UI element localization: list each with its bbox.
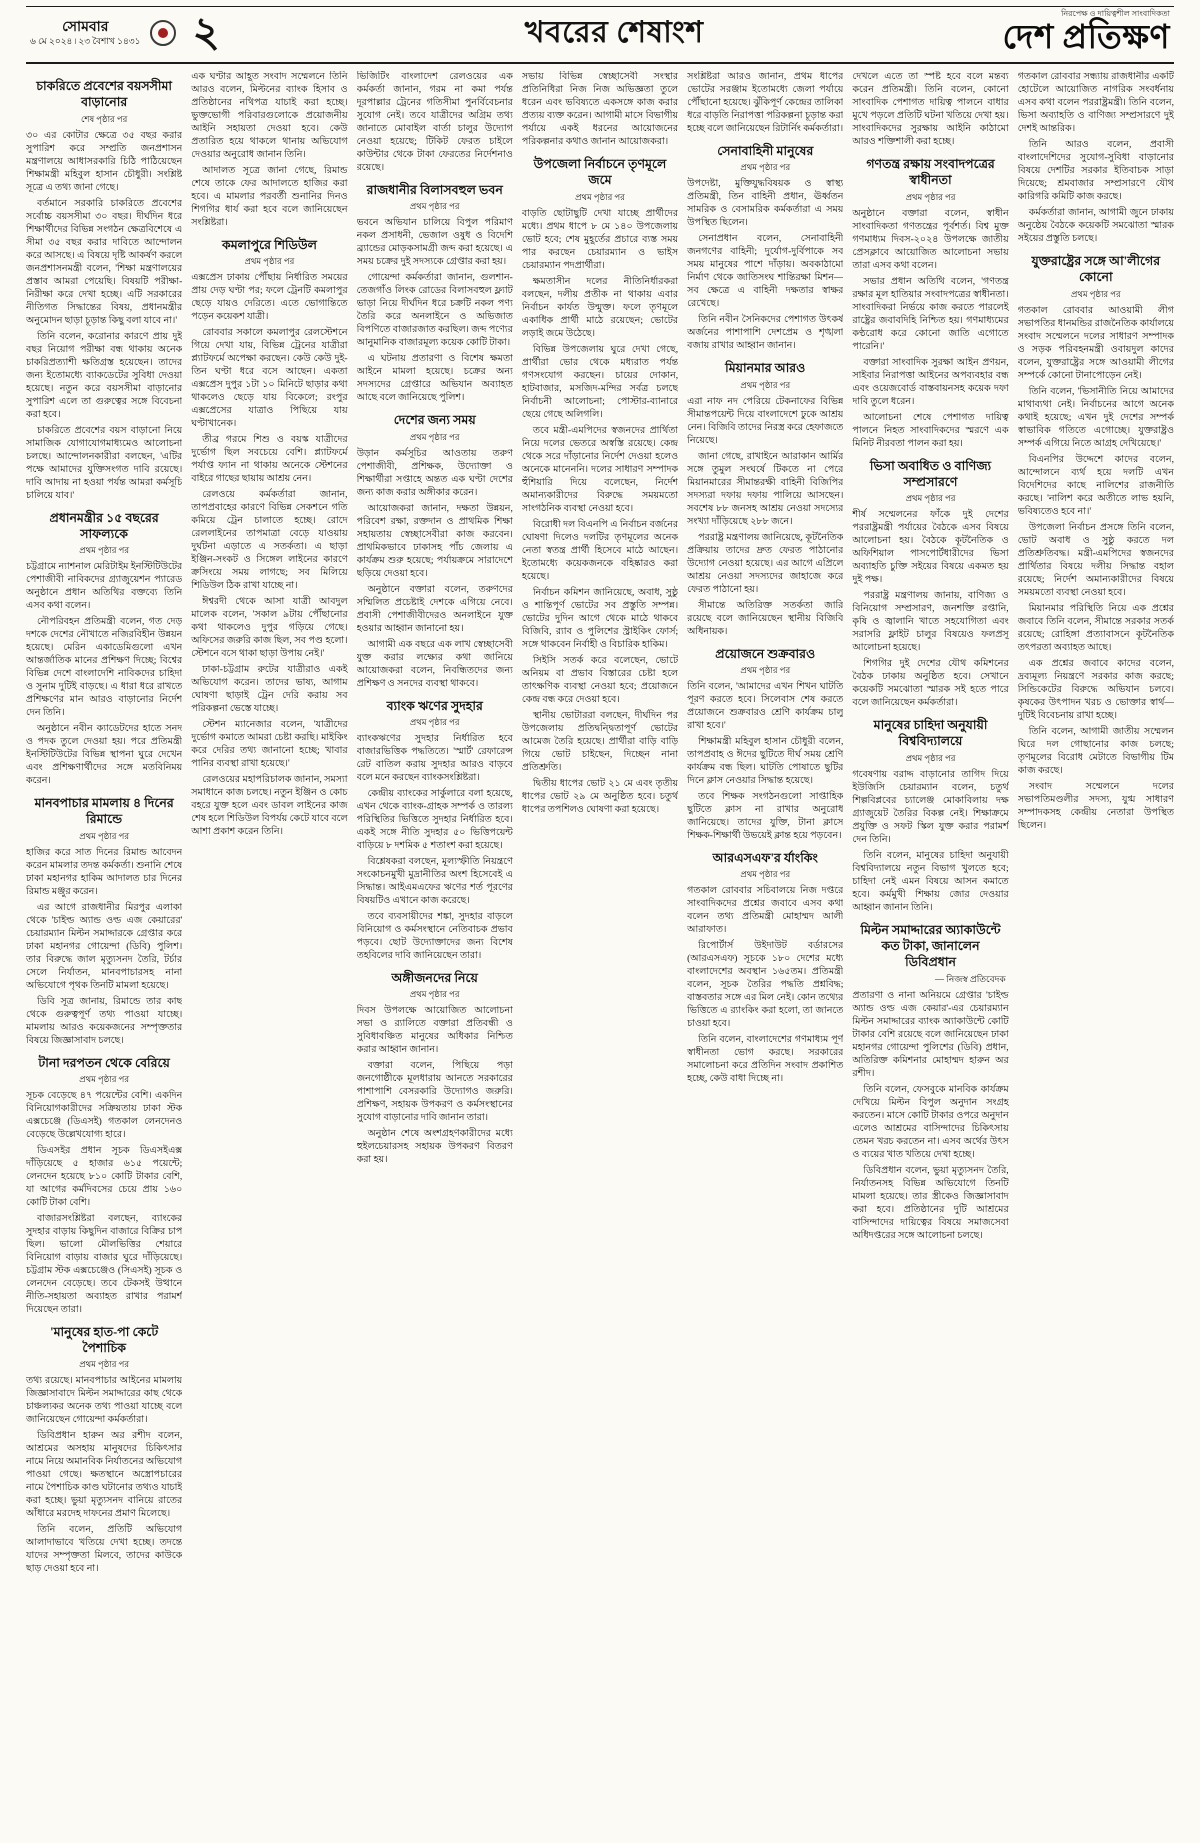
article-headline: চাকরিতে প্রবেশের বয়সসীমা বাড়ানোর: [36, 79, 173, 110]
article-headline: মিয়ানমার আরও: [725, 361, 806, 376]
article: [357, 412, 513, 690]
article-paragraph: বক্তারা বলেন, পিছিয়ে পড়া জনগোষ্ঠীকে মূলধারায় আনতে সরকারের পাশাপাশি বেসরকারি উদ্যোগও জরুরি। প্রশিক্ষণ, সহায়ক উপকরণ ও কর্মসংস্থানের সুযোগ বাড়ানোর দাবি জানান তারা।: [356, 1061, 513, 1123]
article-paragraph: সীমান্তে অতিরিক্ত সতর্কতা জারি রয়েছে বলে জানিয়েছেন স্থানীয় বিজিবি অধিনায়ক।: [687, 600, 844, 637]
continued-from-label: প্রথম পৃষ্ঠার পর: [740, 162, 791, 173]
columns: [26, 71, 1174, 1827]
article-paragraph: আদালত সূত্রে জানা গেছে, রিমান্ড শেষে তাকে ফের আদালতে হাজির করা হবে। এ মামলার পরবর্তী শুনানির দিনও শিগগির ধার্য করা হবে বলে জানিয়েছেন সংশ্লিষ্টরা।: [191, 166, 348, 228]
article-paragraph: গতকাল রোববার আওয়ামী লীগ সভাপতির ধানমন্ডির রাজনৈতিক কার্যালয়ে সংবাদ সম্মেলনে দলের সাধারণ সম্পাদক ও সড়ক পরিবহনমন্ত্রী ওবায়দুল কাদের বলেন, যুক্তরাষ্ট্রের সঙ্গে আওয়ামী লীগের সম্পর্কে কোনো টানাপোড়েন নেই।: [1017, 305, 1174, 381]
article-paragraph: সভার প্রধান অতিথি বলেন, 'গণতন্ত্র রক্ষার মূল হাতিয়ার সংবাদপত্রের স্বাধীনতা। সাংবাদিকরা নির্ভয়ে কাজ করতে পারলেই রাষ্ট্রের জবাবদিহি নিশ্চিত হয়। গণমাধ্যমের কণ্ঠরোধ করে কোনো জাতি এগোতে পারেনি।': [852, 276, 1009, 352]
article-paragraph: তিনি বলেন, 'ভিসানীতি নিয়ে আমাদের মাথাব্যথা নেই। নির্বাচনের আগে অনেক কথাই হয়েছে; এখন দুই দেশের সম্পর্ক স্বাভাবিক গতিতে এগোচ্ছে। যুক্তরাষ্ট্রও সম্পর্ক এগিয়ে নিতে আগ্রহ দেখিয়েছে।': [1017, 386, 1174, 449]
article-continuation: [522, 71, 678, 149]
article-headline: প্রয়োজনে শুক্রবারও: [715, 646, 816, 661]
page-number: ২: [192, 9, 220, 56]
article-paragraph: এক ঘণ্টার আহূত সংবাদ সম্মেলনে তিনি আরও বলেন, মিল্টনের ব্যাংক হিসাব ও প্রতিষ্ঠানের নথিপত্র যাচাই করা হচ্ছে। ভুক্তভোগী পরিবারগুলোকে প্রয়োজনীয় আইনি সহায়তা দেওয়া হবে। কেউ প্রতারিত হয়ে থাকলে থানায় অভিযোগ দেওয়ার অনুরোধ জানান তিনি।: [191, 72, 348, 160]
article: [522, 156, 678, 817]
article-paragraph: আগামী এক বছরে এক লাখ স্বেচ্ছাসেবী যুক্ত করার লক্ষ্যের কথা জানিয়ে আয়োজকরা বলেন, নিবন্ধিতদের জন্য প্রশিক্ষণ ও সনদের ব্যবস্থা থাকবে।: [356, 639, 513, 689]
column-5: [687, 71, 843, 1827]
continued-from-label: শেষ পৃষ্ঠার পর: [80, 113, 128, 124]
article-headline: 'মানুষের হাত-পা কেটে পৈশাচিক: [50, 1324, 159, 1355]
article-paragraph: ডিবিপ্রধান বলেন, ভুয়া মৃত্যুসনদ তৈরি, নির্যাতনসহ বিভিন্ন অভিযোগে তিনটি মামলা হয়েছে। তার স্ত্রীকেও জিজ্ঞাসাবাদ করা হবে। প্রতিষ্ঠানের দুটি আশ্রমের বাসিন্দাদের দায়িত্বের বিষয়ে সমাজসেবা অধিদপ্তরের সঙ্গে আলোচনা চলছে।: [852, 1166, 1009, 1242]
article-continuation: [687, 71, 843, 136]
article-paragraph: গতকাল রোববার সচিবালয়ে নিজ দপ্তরে সাংবাদিকদের প্রশ্নের জবাবে এসব কথা বলেন তথ্য প্রতিমন্ত্রী মোহাম্মদ আলী আরাফাত।: [687, 886, 844, 935]
article-paragraph: সংবাদ সম্মেলনে দলের সভাপতিমণ্ডলীর সদস্য, যুগ্ম সাধারণ সম্পাদকসহ কেন্দ্রীয় নেতারা উপস্থিত ছিলেন।: [1017, 781, 1174, 831]
article-paragraph: শিক্ষামন্ত্রী মহিবুল হাসান চৌধুরী বলেন, তাপপ্রবাহ ও ঈদের ছুটিতে দীর্ঘ সময় শ্রেণি কার্যক্রম বন্ধ ছিল। ঘাটতি পোষাতে ছুটির দিনে ক্লাস নেওয়ার সিদ্ধান্ত হয়েছে।: [687, 736, 844, 786]
article-paragraph: ৩০ এর কোটার ক্ষেত্রে ৩৫ বছর করার সুপারিশ করে সম্প্রতি জনপ্রশাসন মন্ত্রণালয়ে আধাসরকারি চিঠি পাঠিয়েছেন শিক্ষামন্ত্রী মহিবুল হাসান চৌধুরী। সংশ্লিষ্ট সূত্রে এ তথ্য জানা গেছে।: [26, 130, 183, 193]
article-paragraph: তিনি বলেন, প্রতিটি অভিযোগ আলাদাভাবে খতিয়ে দেখা হচ্ছে। তদন্তে যাদের সম্পৃক্ততা মিলবে, তাদের কাউকে ছাড় দেওয়া হবে না।: [26, 1525, 183, 1575]
header-left-group: [30, 9, 226, 56]
article: [1018, 253, 1174, 833]
article: [687, 646, 843, 843]
article-paragraph: এরা নাফ নদ পেরিয়ে টেকনাফের বিভিন্ন সীমান্তপয়েন্ট দিয়ে বাংলাদেশে ঢুকে আশ্রয় নেন। বিজিবি তাদের নিরস্ত্র করে হেফাজতে নিয়েছে।: [687, 396, 844, 446]
article-paragraph: চট্টগ্রামে ন্যাশনাল মেরিটাইম ইনস্টিটিউটের পেশাজীবী নাবিকদের গ্র্যাজুয়েশন প্যারেড অনুষ্ঠানে প্রধান অতিথির বক্তব্যে তিনি এসব কথা বলেন।: [26, 562, 183, 611]
article-paragraph: এ ঘটনায় প্রতারণা ও বিশেষ ক্ষমতা আইনে মামলা হয়েছে। চক্রের অন্য সদস্যদের গ্রেপ্তারে অভিযান অব্যাহত আছে বলে জানিয়েছে পুলিশ।: [356, 354, 513, 404]
article-paragraph: দ্বিতীয় ধাপের ভোট ২১ মে এবং তৃতীয় ধাপের ভোট ২৯ মে অনুষ্ঠিত হবে। চতুর্থ ধাপের তপশিলও ঘোষণা করা হয়েছে।: [521, 778, 679, 815]
continued-from-label: প্রথম পৃষ্ঠার পর: [409, 431, 460, 442]
article-paragraph: সূচক বেড়েছে ৪৭ পয়েন্টের বেশি। একদিন বিনিয়োগকারীদের সক্রিয়তায় ঢাকা স্টক এক্সচেঞ্জে (ডিএসই) গতকাল লেনদেনও বেড়েছে উল্লেখযোগ্য হারে।: [26, 1090, 183, 1140]
article-paragraph: সিইসি সতর্ক করে বলেছেন, ভোটে অনিয়ম বা প্রভাব বিস্তারের চেষ্টা হলে তাৎক্ষণিক ব্যবস্থা নেওয়া হবে; প্রয়োজনে কেন্দ্র বন্ধ করে দেওয়া হবে।: [521, 655, 679, 705]
article: [26, 1055, 182, 1317]
article-paragraph: তবে মন্ত্রী-এমপিদের স্বজনদের প্রার্থিতা নিয়ে দলের ভেতরে অস্বস্তি রয়েছে। কেন্দ্র থেকে সরে দাঁড়ানোর নির্দেশ দেওয়া হলেও অনেকে মানেননি। দলের সাধারণ সম্পাদক হুঁশিয়ারি দিয়ে বলেছেন, নির্দেশ অমান্যকারীদের বিরুদ্ধে সময়মতো সাংগঠনিক ব্যবস্থা নেওয়া হবে।: [521, 425, 679, 514]
article-paragraph: বিভিন্ন উপজেলায় ঘুরে দেখা গেছে, প্রার্থীরা ভোর থেকে মধ্যরাত পর্যন্ত গণসংযোগ করছেন। চায়ের দোকান, হাটবাজার, মসজিদ-মন্দির সর্বত্র চলছে নির্বাচনী আলোচনা; পোস্টার-ব্যানারে ছেয়ে গেছে অলিগলি।: [521, 344, 679, 420]
article-continuation: [191, 71, 347, 230]
header-bar: [26, 6, 1174, 64]
article-paragraph: গবেষণায় বরাদ্দ বাড়ানোর তাগিদ দিয়ে ইউজিসি চেয়ারম্যান বলেন, চতুর্থ শিল্পবিপ্লবের চ্যালেঞ্জ মোকাবিলায় দক্ষ গ্র্যাজুয়েট তৈরির বিকল্প নেই। শিক্ষাক্রমে প্রযুক্তি ও সফট স্কিল যুক্ত করার পরামর্শ দেন তিনি।: [852, 769, 1009, 845]
article-paragraph: ঈশ্বরদী থেকে আসা যাত্রী আবদুল মালেক বলেন, 'সকাল ৯টায় পৌঁছানোর কথা থাকলেও দুপুর গড়িয়ে গেছে। অফিসের জরুরি কাজ ছিল, সব পণ্ড হলো। স্টেশনে বসে থাকা ছাড়া উপায় নেই।': [191, 597, 348, 660]
article-paragraph: গতকাল রোববার সন্ধ্যায় রাজধানীর একটি হোটেলে আয়োজিত নাগরিক সংবর্ধনায় এসব কথা বলেন পররাষ্ট্রমন্ত্রী। তিনি বলেন, ভিসা অব্যাহতি ও বাণিজ্য সম্প্রসারণে দুই দেশই আন্তরিক।: [1017, 72, 1174, 134]
article-continuation: [852, 71, 1008, 149]
continued-from-label: প্রথম পৃষ্ঠার পর: [1070, 288, 1121, 299]
continued-from-label: প্রথম পৃষ্ঠার পর: [740, 664, 791, 675]
article-paragraph: বিশ্লেষকরা বলছেন, মূল্যস্ফীতি নিয়ন্ত্রণে সংকোচনমুখী মুদ্রানীতির অংশ হিসেবেই এ সিদ্ধান্ত। আইএমএফের ঋণের শর্ত পূরণের বিষয়টিও এখানে কাজ করেছে।: [356, 856, 513, 906]
article-paragraph: চাকরিতে প্রবেশের বয়স বাড়ানো নিয়ে সামাজিক যোগাযোগমাধ্যমেও আলোচনা চলছে। আন্দোলনকারীরা বলছেন, 'এটির পক্ষে আমাদের যুক্তিসংগত দাবি রয়েছে। দাবি আদায় না হওয়া পর্যন্ত আমরা কর্মসূচি চালিয়ে যাব।': [26, 425, 183, 501]
article-paragraph: ভবনে অভিযান চালিয়ে বিপুল পরিমাণ নকল প্রসাধনী, ভেজাল ওষুধ ও বিদেশি ব্র্যান্ডের মোড়কসামগ্রী জব্দ করা হয়েছে। এ সময় চক্রের দুই সদস্যকে গ্রেপ্তার করা হয়।: [356, 218, 513, 268]
article-paragraph: কেন্দ্রীয় ব্যাংকের সার্কুলারে বলা হয়েছে, এখন থেকে ব্যাংক-গ্রাহক সম্পর্ক ও তারল্য পরিস্থিতির ভিত্তিতে সুদহার নির্ধারিত হবে। একই সঙ্গে নীতি সুদহার ৫০ ভিত্তিপয়েন্ট বাড়িয়ে ৮ দশমিক ৫ শতাংশ করা হয়েছে।: [356, 788, 513, 851]
article-paragraph: প্রতারণা ও নানা অনিয়মে গ্রেপ্তার 'চাইল্ড অ্যান্ড ওল্ড এজ কেয়ার'-এর চেয়ারম্যান মিল্টন সমাদ্দারের ব্যাংক অ্যাকাউন্টে কোটি টাকার বেশি রয়েছে বলে জানিয়েছেন ঢাকা মহানগর গোয়েন্দা পুলিশের (ডিবি) প্রধান, অতিরিক্ত কমিশনার মোহাম্মদ হারুন অর রশীদ।: [852, 991, 1009, 1080]
article-paragraph: তিনি বলেন, করোনার কারণে প্রায় দুই বছর নিয়োগ পরীক্ষা বন্ধ থাকায় অনেক চাকরিপ্রত্যাশী ক্ষতিগ্রস্ত হয়েছেন। তাদের জন্য ইতোমধ্যে ব্যাকডেটের সুবিধা দেওয়া হয়েছে। নতুন করে বয়সসীমা বাড়ানোর সুপারিশ এলে তা গুরুত্বের সঙ্গে বিবেচনা করা হবে।: [26, 331, 183, 420]
article: [26, 795, 182, 1048]
article-paragraph: হাজির করে সাত দিনের রিমান্ড আবেদন করেন মামলার তদন্ত কর্মকর্তা। শুনানি শেষে ঢাকা মহানগর হাকিম আদালত চার দিনের রিমান্ড মঞ্জুর করেন।: [26, 847, 183, 897]
article-headline: ব্যাংক ঋণের সুদহার: [386, 698, 483, 713]
article-paragraph: রিপোর্টার্স উইদাউট বর্ডারসের (আরএসএফ) সূচকে ১৮০ দেশের মধ্যে বাংলাদেশের অবস্থান ১৬৫তম। প্রতিমন্ত্রী বলেন, সূচক তৈরির পদ্ধতি প্রশ্নবিদ্ধ; বাস্তবতার সঙ্গে এর মিল নেই। কোন তথ্যের ভিত্তিতে এ র‍্যাংকিং করা হলো, তা জানতে চাওয়া হবে।: [687, 941, 844, 1029]
article-headline: মানবপাচার মামলায় ৪ দিনের রিমান্ডে: [34, 796, 174, 827]
article-paragraph: তিনি বলেন, মানুষের চাহিদা অনুযায়ী বিশ্ববিদ্যালয়ে নতুন বিভাগ খুলতে হবে; চাহিদা নেই এমন বিষয়ে আসন কমাতে হবে। কর্মমুখী শিক্ষায় জোর দেওয়ার আহ্বান জানান তিনি।: [852, 850, 1009, 913]
article-paragraph: রোববার সকালে কমলাপুর রেলস্টেশনে গিয়ে দেখা যায়, বিভিন্ন ট্রেনের যাত্রীরা প্ল্যাটফর্মে অপেক্ষা করছেন। কেউ কেউ দুই-তিন ঘণ্টা ধরে বসে আছেন। একতা এক্সপ্রেস দুপুর ১টা ১০ মিনিটে ছাড়ার কথা থাকলেও ছেড়ে যায় বিকেলে; রংপুর এক্সপ্রেসের যাত্রাও পিছিয়ে যায় ঘণ্টাখানেক।: [191, 328, 348, 430]
article-paragraph: উপজেলা নির্বাচন প্রসঙ্গে তিনি বলেন, ভোট অবাধ ও সুষ্ঠু করতে দল প্রতিশ্রুতিবদ্ধ। মন্ত্রী-এমপিদের স্বজনদের প্রার্থিতার বিষয়ে দলীয় সিদ্ধান্ত বহাল রয়েছে; নির্দেশ অমান্যকারীদের বিষয়ে সময়মতো ব্যবস্থা নেওয়া হবে।: [1017, 522, 1174, 598]
paper-emblem-icon: [150, 20, 176, 46]
article: [687, 143, 843, 353]
article-paragraph: আলোচনা শেষে পেশাগত দায়িত্ব পালনে নিহত সাংবাদিকদের স্মরণে এক মিনিট নীরবতা পালন করা হয়।: [852, 412, 1009, 449]
article-paragraph: তবে শিক্ষক সংগঠনগুলো সাপ্তাহিক ছুটিতে ক্লাস না রাখার অনুরোধ জানিয়েছে। তাদের যুক্তি, টানা ক্লাসে শিক্ষক-শিক্ষার্থী উভয়েই ক্লান্ত হয়ে পড়বেন।: [687, 791, 844, 841]
article-paragraph: তিনি নবীন সৈনিকদের পেশাগত উৎকর্ষ অর্জনের পাশাপাশি দেশপ্রেম ও শৃঙ্খলা বজায় রাখার আহ্বান জানান।: [687, 315, 844, 352]
article-paragraph: ক্ষমতাসীন দলের নীতিনির্ধারকরা বলছেন, দলীয় প্রতীক না থাকায় এবার নির্বাচন কার্যত উন্মুক্ত। ফলে তৃণমূলে একাধিক প্রার্থী মাঠে রয়েছেন; ভোটের লড়াই জমে উঠেছে।: [521, 276, 679, 339]
article-headline: ভিসা অবাধিত ও বাণিজ্য সম্প্রসারণে: [869, 458, 992, 489]
article: [852, 156, 1008, 451]
article-paragraph: বিরোধী দল বিএনপি এ নির্বাচন বর্জনের ঘোষণা দিলেও দলটির তৃণমূলের অনেক নেতা স্বতন্ত্র প্রার্থী হিসেবে মাঠে আছেন। ইতোমধ্যে কয়েকজনকে বহিষ্কারও করা হয়েছে।: [521, 519, 679, 582]
article-paragraph: অনুষ্ঠানে বক্তারা বলেন, তরুণদের সম্মিলিত প্রচেষ্টাই দেশকে এগিয়ে নেবে। প্রবাসী পেশাজীবীদেরও অনলাইনে যুক্ত হওয়ার আহ্বান জানানো হয়।: [356, 584, 513, 634]
article-paragraph: ভিজিটিং বাংলাদেশ রেলওয়ের এক কর্মকর্তা জানান, গরম না কমা পর্যন্ত দূরপাল্লার ট্রেনের গতিসীমা পুনর্বিবেচনার সুযোগ নেই। তবে যাত্রীদের অগ্রিম তথ্য জানাতে মোবাইল বার্তা চালুর উদ্যোগ নেওয়া হয়েছে; টিকিট ফেরত চাইলে কাউন্টার থেকে টাকা ফেরতের নির্দেশনাও রয়েছে।: [356, 72, 513, 173]
column-2: [191, 71, 347, 1827]
section-title: খবরের শেষাংশ: [524, 16, 704, 49]
article-paragraph: তিনি বলেন, ফেসবুকে মানবিক কার্যক্রম দেখিয়ে মিল্টন বিপুল অনুদান সংগ্রহ করতেন। মাসে কোটি টাকার ওপরে অনুদান এলেও আশ্রমের বাসিন্দাদের চিকিৎসায় তেমন খরচ করতেন না। এসব অর্থের উৎস ও ব্যয়ের খাত খতিয়ে দেখা হচ্ছে।: [852, 1085, 1009, 1161]
article-paragraph: তথ্য রয়েছে। মানবপাচার আইনের মামলায় জিজ্ঞাসাবাদে মিল্টন সমাদ্দারের কাছ থেকে চাঞ্চল্যকর অনেক তথ্য পাওয়া যাচ্ছে বলে জানিয়েছেন গোয়েন্দা কর্মকর্তারা।: [26, 1376, 183, 1426]
article-headline: যুক্তরাষ্ট্রের সঙ্গে আ'লীগের কোনো: [1031, 254, 1161, 285]
date-block: [30, 20, 140, 46]
date-line: ৬ মে ২০২৪ ৷ ২৩ বৈশাখ ১৪৩১: [30, 36, 141, 47]
article-paragraph: শীর্ষ সম্মেলনের ফাঁকে দুই দেশের পররাষ্ট্রমন্ত্রী পর্যায়ের বৈঠকে এসব বিষয়ে আলোচনা হয়। বৈঠকে কূটনৈতিক ও অফিশিয়াল পাসপোর্টধারীদের ভিসা অব্যাহতি চুক্তি সইয়ের বিষয়ে একমত হয় দুই পক্ষ।: [852, 510, 1009, 585]
article-paragraph: জানা গেছে, রাখাইনে আরাকান আর্মির সঙ্গে তুমুল সংঘর্ষে টিকতে না পেরে মিয়ানমারের সীমান্তরক্ষী বাহিনী বিজিপির সদস্যরা দফায় দফায় পালিয়ে আসছেন। সবশেষ ৮৮ জনসহ আশ্রয় নেওয়া সদস্যের সংখ্যা দাঁড়িয়েছে ২৮৮ জনে।: [687, 451, 844, 527]
article-paragraph: তিনি বলেন, আগামী জাতীয় সম্মেলন ঘিরে দল গোছানোর কাজ চলছে; তৃণমূলের বিরোধ মেটাতে বিভাগীয় টিম কাজ করছে।: [1017, 726, 1174, 776]
article-paragraph: ডিবিপ্রধান হারুন অর রশীদ বলেন, আশ্রমের অসহায় মানুষদের চিকিৎসার নামে নিয়ে অমানবিক নির্যাতনের অভিযোগ পাওয়া গেছে। ক্ষতস্থানে অস্ত্রোপচারের নামে পৈশাচিক কাণ্ড ঘটানোর তথ্যও যাচাই করা হচ্ছে। ভুয়া মৃত্যুসনদ বানিয়ে রাতের আঁধারে মরদেহ দাফনের প্রমাণ মিলেছে।: [26, 1431, 183, 1520]
article-paragraph: নৌপরিবহন প্রতিমন্ত্রী বলেন, গত দেড় দশকে দেশের নৌখাতে নজিরবিহীন উন্নয়ন হয়েছে। মেরিন একাডেমিগুলো এখন আন্তর্জাতিক মানের প্রশিক্ষণ দিচ্ছে; বিশ্বের বিভিন্ন দেশে বাংলাদেশি নাবিকদের চাহিদা ও সুনাম দুটিই বাড়ছে। এ ধারা ধরে রাখতে প্রশিক্ষণের মান আরও বাড়ানোর নির্দেশ দেন তিনি।: [26, 617, 183, 718]
continued-from-label: প্রথম পৃষ্ঠার পর: [905, 191, 956, 202]
masthead-tagline: নিরপেক্ষ ও দায়িত্বশীল সাংবাদিকতা: [1061, 9, 1170, 19]
article-paragraph: বিএনপির উদ্দেশে কাদের বলেন, আন্দোলনে ব্যর্থ হয়ে দলটি এখন বিদেশিদের কাছে নালিশের রাজনীতি করছে। 'নালিশ করে অতীতে লাভ হয়নি, ভবিষ্যতেও হবে না।': [1017, 454, 1174, 517]
column-1: [26, 71, 182, 1827]
article-paragraph: তিনি বলেন, বাংলাদেশের গণমাধ্যম পূর্ণ স্বাধীনতা ভোগ করছে। সরকারের সমালোচনা করে প্রতিদিন সংবাদ প্রকাশিত হচ্ছে, কেউ বাধা দিচ্ছে না।: [687, 1035, 844, 1084]
article-paragraph: বর্তমানে সরকারি চাকরিতে প্রবেশের সর্বোচ্চ বয়সসীমা ৩০ বছর। দীর্ঘদিন ধরে শিক্ষার্থীদের বিভিন্ন সংগঠন ক্ষেত্রবিশেষে এ সীমা ৩৫ বছর করার দাবিতে আন্দোলন করে আসছে। এ বিষয়ে দৃষ্টি আকর্ষণ করলে জনপ্রশাসনমন্ত্রী বলেন, 'শিক্ষা মন্ত্রণালয়ের প্রস্তাব আমরা পেয়েছি। বিষয়টি পরীক্ষা-নিরীক্ষা করে দেখা হচ্ছে। এটি সরকারের নীতিগত সিদ্ধান্তের বিষয়, প্রধানমন্ত্রীর অনুমোদন ছাড়া চূড়ান্ত কিছু বলা যাবে না।': [26, 198, 183, 326]
continued-from-label: প্রথম পৃষ্ঠার পর: [740, 869, 791, 879]
continued-from-label: প্রথম পৃষ্ঠার পর: [905, 493, 956, 503]
article-paragraph: রেলওয়ে কর্মকর্তারা জানান, তাপপ্রবাহের কারণে বিভিন্ন সেকশনে গতি কমিয়ে ট্রেন চালাতে হচ্ছে। রোদে রেললাইনের তাপমাত্রা বেড়ে যাওয়ায় দুর্ঘটনা এড়াতে এ সতর্কতা। এ ছাড়া ইঞ্জিন-সংকট ও সিঙ্গেল লাইনের কারণে ক্রসিংয়ে সময় লাগছে; সব মিলিয়ে শিডিউল ঠিক রাখা যাচ্ছে না।: [191, 490, 348, 592]
article-paragraph: পররাষ্ট্র মন্ত্রণালয় জানায়, বাণিজ্য ও বিনিয়োগ সম্প্রসারণ, জনশক্তি রপ্তানি, কৃষি ও জ্বালানি খাতে সহযোগিতা এবং সরাসরি ফ্লাইট চালুর বিষয়েও ফলপ্রসূ আলোচনা হয়েছে।: [852, 591, 1009, 653]
masthead-block: [1002, 10, 1170, 56]
column-4: [522, 71, 678, 1827]
masthead: দেশ প্রতিক্ষণ: [1002, 20, 1170, 57]
article: [852, 717, 1008, 915]
article-paragraph: এক্সপ্রেস ঢাকায় পৌঁছায় নির্ধারিত সময়ের প্রায় দেড় ঘণ্টা পর; ফলে ট্রেনটি কমলাপুর ছেড়ে যায়ও দেরিতে। এতে ভোগান্তিতে পড়েন কয়েকশ যাত্রী।: [191, 273, 348, 323]
article-paragraph: ঢাকা-চট্টগ্রাম রুটের যাত্রীরাও একই অভিযোগ করেন। তাদের ভাষ্য, আগাম ঘোষণা ছাড়াই ট্রেন দেরি করায় সব পরিকল্পনা ভেস্তে যাচ্ছে।: [191, 665, 348, 715]
article-paragraph: এর আগে রাজধানীর মিরপুর এলাকা থেকে 'চাইল্ড অ্যান্ড ওল্ড এজ কেয়ারের' চেয়ারম্যান মিল্টন সমাদ্দারকে গ্রেপ্তার করে ঢাকা মহানগর গোয়েন্দা (ডিবি) পুলিশ। তার বিরুদ্ধে জাল মৃত্যুসনদ তৈরি, টর্চার সেলে নির্যাতন, মানবপাচারসহ নানা অভিযোগে পৃথক তিনটি মামলা হয়েছে।: [26, 902, 183, 991]
article: [26, 1324, 182, 1577]
article-paragraph: বাড়তি ছোটাছুটি দেখা যাচ্ছে প্রার্থীদের মধ্যে। প্রথম ধাপে ৮ মে ১৪০ উপজেলায় ভোট হবে; শেষ মুহূর্তের প্রচারে ব্যস্ত সময় পার করছেন চেয়ারম্যান ও ভাইস চেয়ারম্যান পদপ্রার্থীরা।: [521, 208, 679, 271]
article-paragraph: আয়োজকরা জানান, দক্ষতা উন্নয়ন, পরিবেশ রক্ষা, রক্তদান ও প্রাথমিক শিক্ষা সহায়তায় স্বেচ্ছাসেবীরা কাজ করবেন। প্রাথমিকভাবে ঢাকাসহ পাঁচ জেলায় এ কার্যক্রম শুরু হয়েছে; পর্যায়ক্রমে সারাদেশে ছড়িয়ে দেওয়া হবে।: [356, 503, 513, 579]
article-paragraph: নির্বাচন কমিশন জানিয়েছে, অবাধ, সুষ্ঠু ও শান্তিপূর্ণ ভোটের সব প্রস্তুতি সম্পন্ন। ভোটের দুদিন আগে থেকে মাঠে থাকবে বিজিবি, র‍্যাব ও পুলিশের স্ট্রাইকিং ফোর্স; সঙ্গে থাকবেন নির্বাহী ও বিচারিক হাকিম।: [521, 587, 679, 650]
article-paragraph: স্থানীয় ভোটাররা বলছেন, দীর্ঘদিন পর উপজেলায় প্রতিদ্বন্দ্বিতাপূর্ণ ভোটের আমেজ তৈরি হয়েছে। প্রার্থীরা বাড়ি বাড়ি গিয়ে ভোট চাইছেন, দিচ্ছেন নানা প্রতিশ্রুতি।: [521, 710, 679, 773]
article: [26, 510, 182, 789]
article-headline: দেশের জন্য সময়: [393, 413, 476, 428]
continued-from-label: প্রথম পৃষ্ঠার পর: [79, 1359, 129, 1370]
article-byline: — নিজস্ব প্রতিবেদক: [935, 974, 1006, 985]
article-paragraph: অনুষ্ঠান শেষে অংশগ্রহণকারীদের মধ্যে হুইলচেয়ারসহ সহায়ক উপকরণ বিতরণ করা হয়।: [356, 1129, 513, 1165]
article-continuation: [357, 71, 513, 175]
weekday: সোমবার: [62, 20, 109, 36]
column-6: [852, 71, 1008, 1827]
continued-from-label: প্রথম পৃষ্ঠার পর: [79, 830, 129, 841]
article-paragraph: এক প্রশ্নের জবাবে কাদের বলেন, দ্রব্যমূল্য নিয়ন্ত্রণে সরকার কাজ করছে; সিন্ডিকেটের বিরুদ্ধে অভিযান চলবে। কৃষকের উৎপাদন খরচ ও ভোক্তার স্বার্থ—দুটিই বিবেচনায় রাখা হচ্ছে।: [1017, 658, 1174, 721]
article-paragraph: রেলওয়ের মহাপরিচালক জানান, সমস্যা সমাধানে কাজ চলছে। নতুন ইঞ্জিন ও কোচ বহরে যুক্ত হলে এবং ডাবল লাইনের কাজ শেষ হলে শিডিউল বিপর্যয় কেটে যাবে বলে আশা প্রকাশ করেন তিনি।: [191, 775, 348, 838]
article-headline: টানা দরপতন থেকে বেরিয়ে: [38, 1055, 170, 1070]
article-headline: মানুষের চাহিদা অনুযায়ী বিশ্ববিদ্যালয়ে: [873, 718, 988, 749]
continued-from-label: প্রথম পৃষ্ঠার পর: [79, 1073, 129, 1084]
article-paragraph: দেখলে এতে তা স্পষ্ট হবে বলে মন্তব্য করেন প্রতিমন্ত্রী। তিনি বলেন, কোনো সাংবাদিক পেশাগত দায়িত্ব পালনে বাধার মুখে পড়লে প্রতিটি ঘটনা খতিয়ে দেখা হয়। সাংবাদিকদের সুরক্ষায় আইনি কাঠামো আরও শক্তিশালী করা হচ্ছে।: [852, 72, 1009, 147]
article-paragraph: তিনি আরও বলেন, প্রবাসী বাংলাদেশিদের সুযোগ-সুবিধা বাড়ানোর বিষয়ে দেশটির সরকার ইতিবাচক সাড়া দিয়েছে; শ্রমবাজার সম্প্রসারণে যৌথ কারিগরি কমিটি কাজ করছে।: [1017, 140, 1174, 202]
article: [357, 182, 513, 405]
continued-from-label: প্রথম পৃষ্ঠার পর: [409, 989, 460, 999]
article-paragraph: দিবস উপলক্ষে আয়োজিত আলোচনা সভা ও র‍্যালিতে বক্তারা প্রতিবন্ধী ও সুবিধাবঞ্চিত মানুষের অধিকার নিশ্চিত করার আহ্বান জানান।: [356, 1006, 513, 1055]
article-paragraph: ব্যাংকঋণের সুদহার নির্ধারিত হবে বাজারভিত্তিক পদ্ধতিতে। 'স্মার্ট' রেফারেন্স রেট বাতিল করায় সুদহার আরও বাড়বে বলে মনে করছেন ব্যাংকসংশ্লিষ্টরা।: [356, 733, 513, 783]
article-headline: কমলাপুরে শিডিউল: [221, 238, 317, 252]
article: [852, 922, 1008, 1244]
article-headline: আরএসএফ'র র্যাংকিং: [712, 850, 818, 865]
article-paragraph: অনুষ্ঠানে নবীন ক্যাডেটদের হাতে সনদ ও পদক তুলে দেওয়া হয়। পরে প্রতিমন্ত্রী ইনস্টিটিউটের বিভিন্ন স্থাপনা ঘুরে দেখেন এবং প্রশিক্ষণার্থীদের সঙ্গে মতবিনিময় করেন।: [26, 724, 183, 786]
article-headline: মিল্টন সমাদ্দারের অ্যাকাউন্টে কত টাকা, জানালেন ডিবিপ্রধান: [860, 922, 1001, 969]
article-paragraph: শিগগির দুই দেশের যৌথ কমিশনের বৈঠক ঢাকায় অনুষ্ঠিত হবে। সেখানে কয়েকটি সমঝোতা স্মারক সই হতে পারে বলে জানিয়েছেন কর্মকর্তারা।: [852, 659, 1009, 708]
article-paragraph: পররাষ্ট্র মন্ত্রণালয় জানিয়েছে, কূটনৈতিক প্রক্রিয়ায় তাদের দ্রুত ফেরত পাঠানোর উদ্যোগ নেওয়া হয়েছে। এর আগে এপ্রিলে আশ্রয় নেওয়া সদস্যদের জাহাজে করে ফেরত পাঠানো হয়।: [687, 532, 844, 595]
article-paragraph: মিয়ানমার পরিস্থিতি নিয়ে এক প্রশ্নের জবাবে তিনি বলেন, সীমান্তে সরকার সতর্ক রয়েছে; রোহিঙ্গা প্রত্যাবাসনে কূটনৈতিক তৎপরতা অব্যাহত আছে।: [1017, 603, 1174, 653]
article-paragraph: গোয়েন্দা কর্মকর্তারা জানান, গুলশান-তেজগাঁও লিংক রোডের বিলাসবহুল ফ্ল্যাট ভাড়া নিয়ে দীর্ঘদিন ধরে চক্রটি নকল পণ্য তৈরি করে অনলাইনে ও অভিজাত বিপণিতে বাজারজাত করছিল। জব্দ পণ্যের আনুমানিক বাজারমূল্য কয়েক কোটি টাকা।: [356, 273, 513, 349]
article-paragraph: স্টেশন ম্যানেজার বলেন, 'যাত্রীদের দুর্ভোগ কমাতে আমরা চেষ্টা করছি। মাইকিং করে দেরির তথ্য জানানো হচ্ছে; খাবার পানির ব্যবস্থা রাখা হয়েছে।': [191, 720, 348, 770]
article: [357, 970, 513, 1167]
article-headline: উপজেলা নির্বাচনে তৃণমূলে জমে: [533, 157, 667, 188]
article-paragraph: ডিএসইর প্রধান সূচক ডিএসইএক্স দাঁড়িয়েছে ৫ হাজার ৬১৫ পয়েন্টে; লেনদেন হয়েছে ৮১০ কোটি টাকার বেশি, যা আগের কর্মদিবসের চেয়ে প্রায় ১৬০ কোটি টাকা বেশি।: [26, 1145, 183, 1208]
article-continuation: [1018, 71, 1174, 246]
continued-from-label: প্রথম পৃষ্ঠার পর: [79, 545, 129, 555]
article: [687, 850, 843, 1086]
article: [191, 237, 347, 839]
article: [852, 458, 1008, 711]
column-7: [1018, 71, 1174, 1827]
article-paragraph: বাজারসংশ্লিষ্টরা বলছেন, ব্যাংকের সুদহার বাড়ায় কিছুদিন বাজারে বিক্রির চাপ ছিল। ভালো মৌলভিত্তির শেয়ারে বিনিয়োগ বাড়ায় বাজার ঘুরে দাঁড়িয়েছে। চট্টগ্রাম স্টক এক্সচেঞ্জেও (সিএসই) সূচক ও লেনদেন বেড়েছে। তবে টেকসই উত্থানে নীতি-সহায়তা অব্যাহত রাখার পরামর্শ দিয়েছেন তারা।: [26, 1213, 183, 1315]
article: [26, 78, 182, 503]
article-headline: রাজধানীর বিলাসবহুল ভবন: [366, 183, 503, 197]
article-paragraph: অনুষ্ঠানে বক্তারা বলেন, স্বাধীন সাংবাদিকতা গণতন্ত্রের পূর্বশর্ত। বিশ্ব মুক্ত গণমাধ্যম দিবস-২০২৪ উপলক্ষে জাতীয় প্রেসক্লাবে আয়োজিত আলোচনা সভায় তারা এসব কথা বলেন।: [852, 208, 1009, 271]
column-3: [357, 71, 513, 1827]
article-headline: গণতন্ত্র রক্ষায় সংবাদপত্রের স্বাধীনতা: [866, 157, 995, 188]
article: [687, 360, 843, 638]
continued-from-label: প্রথম পৃষ্ঠার পর: [409, 201, 460, 212]
continued-from-label: প্রথম পৃষ্ঠার পর: [740, 379, 791, 390]
article-paragraph: তবে ব্যবসায়ীদের শঙ্কা, সুদহার বাড়লে বিনিয়োগ ও কর্মসংস্থানে নেতিবাচক প্রভাব পড়বে। ছোট উদ্যোক্তাদের জন্য বিশেষ তহবিলের দাবি জানিয়েছেন তারা।: [356, 911, 513, 961]
article-paragraph: সভায় বিভিন্ন স্বেচ্ছাসেবী সংস্থার প্রতিনিধিরা নিজ নিজ অভিজ্ঞতা তুলে ধরেন এবং ভবিষ্যতে একসঙ্গে কাজ করার প্রত্যয় ব্যক্ত করেন। আগামী মাসে বিভাগীয় পর্যায়ে একই ধরনের আয়োজনের পরিকল্পনার কথাও জানান আয়োজকরা।: [521, 72, 679, 147]
article-paragraph: তীব্র গরমে শিশু ও বয়স্ক যাত্রীদের দুর্ভোগ ছিল সবচেয়ে বেশি। প্ল্যাটফর্মে পর্যাপ্ত ফ্যান না থাকায় অনেকে স্টেশনের বাইরে গাছের ছায়ায় আশ্রয় নেন।: [191, 435, 348, 485]
article-paragraph: উড়ান কর্মসূচির আওতায় তরুণ পেশাজীবী, প্রশিক্ষক, উদ্যোক্তা ও শিক্ষার্থীরা সপ্তাহে অন্তত এক ঘণ্টা দেশের জন্য কাজ করার অঙ্গীকার করেন।: [356, 448, 513, 498]
article-headline: প্রধানমন্ত্রীর ১৫ বছরের সাফল্যকে: [49, 510, 159, 541]
article-paragraph: বক্তারা সাংবাদিক সুরক্ষা আইন প্রণয়ন, সাইবার নিরাপত্তা আইনের অপব্যবহার বন্ধ এবং ওয়েজবোর্ড বাস্তবায়নসহ কয়েক দফা দাবি তুলে ধরেন।: [852, 357, 1009, 407]
article-headline: সেনাবাহিনী মানুষের: [717, 144, 814, 158]
article: [357, 698, 513, 963]
article-paragraph: ডিবি সূত্র জানায়, রিমান্ডে তার কাছ থেকে গুরুত্বপূর্ণ তথ্য পাওয়া যাচ্ছে। মামলায় আরও কয়েকজনের সম্পৃক্ততার বিষয়ে জিজ্ঞাসাবাদ চলছে।: [26, 996, 183, 1046]
continued-from-label: প্রথম পৃষ্ঠার পর: [905, 752, 956, 763]
continued-from-label: প্রথম পৃষ্ঠার পর: [244, 256, 295, 267]
article-headline: অঙ্গীজনদের নিয়ে: [391, 970, 478, 985]
continued-from-label: প্রথম পৃষ্ঠার পর: [409, 716, 460, 727]
article-paragraph: সংশ্লিষ্টরা আরও জানান, প্রথম ধাপের ভোটের সরঞ্জাম ইতোমধ্যে জেলা পর্যায়ে পৌঁছানো হয়েছে। ঝুঁকিপূর্ণ কেন্দ্রের তালিকা ধরে বাড়তি নিরাপত্তা পরিকল্পনা চূড়ান্ত করা হচ্ছে বলে জানিয়েছেন রিটার্নিং কর্মকর্তারা।: [687, 72, 844, 134]
continued-from-label: প্রথম পৃষ্ঠার পর: [575, 191, 625, 202]
article-paragraph: কর্মকর্তারা জানান, আগামী জুনে ঢাকায় অনুষ্ঠেয় বৈঠকে কয়েকটি সমঝোতা স্মারক সইয়ের প্রস্তুতি চলছে।: [1017, 208, 1174, 244]
article-paragraph: উপদেষ্টা, মুক্তিযুদ্ধবিষয়ক ও স্বাস্থ্য প্রতিমন্ত্রী, তিন বাহিনী প্রধান, ঊর্ধ্বতন সামরিক ও বেসামরিক কর্মকর্তারা এ সময় উপস্থিত ছিলেন।: [687, 179, 844, 229]
article-paragraph: তিনি বলেন, 'আমাদের এখন শিখন ঘাটতি পূরণ করতে হবে। সিলেবাস শেষ করতে প্রয়োজনে শুক্রবারও শ্রেণি কার্যক্রম চালু রাখা হবে।': [687, 681, 844, 731]
article-paragraph: সেনাপ্রধান বলেন, সেনাবাহিনী জনগণের বাহিনী; দুর্যোগ-দুর্বিপাকে সব সময় মানুষের পাশে দাঁড়ায়। অবকাঠামো নির্মাণ থেকে জাতিসংঘ শান্তিরক্ষা মিশন—সব ক্ষেত্রে এ বাহিনী দক্ষতার স্বাক্ষর রেখেছে।: [687, 234, 844, 310]
